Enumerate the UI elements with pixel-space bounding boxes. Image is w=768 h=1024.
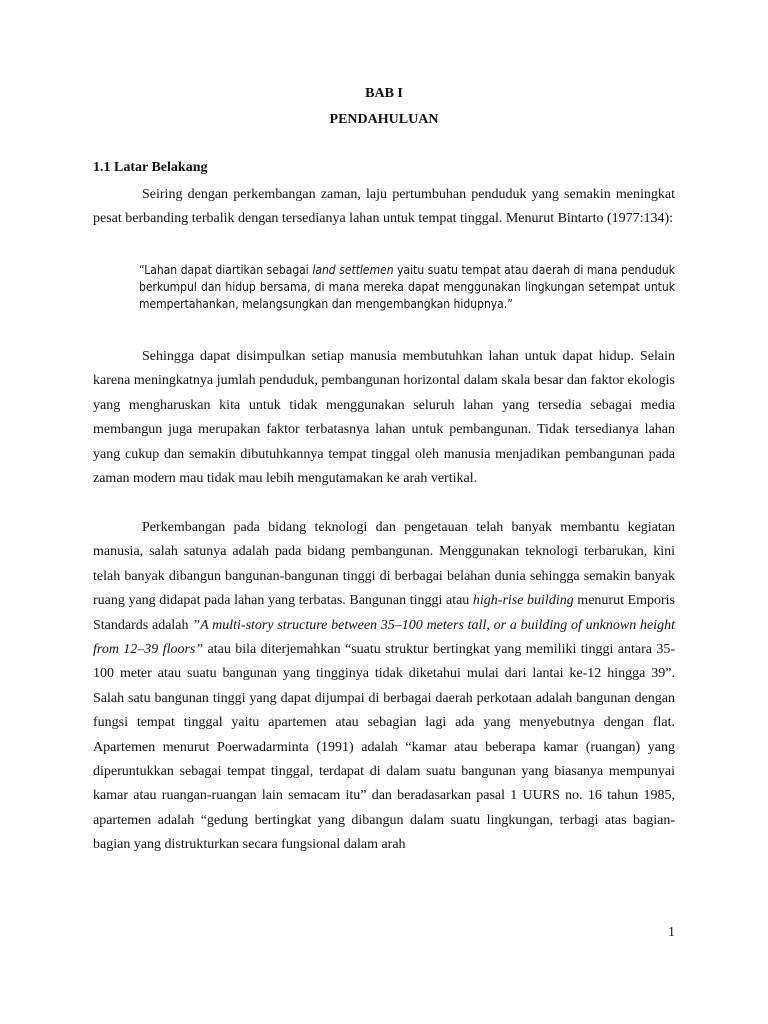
paragraph-conclusion: Sehingga dapat disimpulkan setiap manusia membutuhkan lahan untuk dapat hidup. Selain karena meningkatnya jumlah penduduk, pembangunan horizontal dalam skala besar dan faktor ekologis yang mengharuskan kita untuk tidak menggunakan seluruh lahan yang tersedia sebagai media membangun juga merupakan faktor terbatasnya lahan untuk pembangunan. Tidak tersedianya lahan yang cukup dan semakin dibutuhkannya tempat tinggal oleh manusia menjadikan pembangunan pada zaman modern mau tidak mau lebih mengutamakan ke arah vertikal. — [93, 349, 675, 487]
block-quote — [139, 262, 675, 313]
english-definition: ”A multi-story structure between 35–100 meters tall, or a building of unknown height from 12–39 floors” — [93, 617, 675, 658]
page-number: 1 — [668, 925, 675, 940]
paragraph-technology — [93, 516, 675, 858]
section-heading: 1.1 Latar Belakang — [93, 160, 208, 175]
paragraph-text: menurut Emporis Standards adalah — [93, 593, 675, 633]
quote-text-after: yaitu suatu tempat atau daerah di mana penduduk berkumpul dan hidup bersama, di mana mereka dapat menggunakan lingkungan setempat untuk mempertahankan, melangsungkan dan mengembangkan hidupnya.” — [139, 263, 676, 311]
chapter-label: BAB I — [365, 86, 403, 101]
paragraph-text: atau bila diterjemahkan “suatu struktur bertingkat yang memiliki tinggi antara 35-100 meter atau suatu bangunan yang tingginya tidak diketahui mulai dari lantai ke-12 hingga 39”. Salah satu bangunan tinggi yang dapat dijumpai di berbagai daerah perkotaan adalah bangunan dengan fungsi tempat tinggal yaitu apartemen atau sebagian lagi ada yang menyebutnya dengan flat. Apartemen menurut Poerwadarminta (1991) adalah “kamar atau beberapa kamar (ruangan) yang diperuntukkan sebagai tempat tinggal, terdapat di dalam suatu bangunan yang biasanya mempunyai kamar atau ruangan-ruangan lain semacam itu” dan beradasarkan pasal 1 UURS no. 16 tahun 1985, apartemen adalah “gedung bertingkat yang dibangun dalam suatu lingkungan, terbagi atas bagian-bagian yang distrukturkan secara fungsional dalam arah — [93, 642, 675, 853]
paragraph-text: Perkembangan pada bidang teknologi dan pengetauan telah banyak membantu kegiatan manusia, salah satunya adalah pada bidang pembangunan. Menggunakan teknologi terbarukan, kini telah banyak dibangun bangunan-bangunan tinggi di berbagai belahan dunia sehingga semakin banyak ruang yang didapat pada lahan yang terbatas. Bangunan tinggi atau — [93, 520, 675, 609]
quote-term: land settlemen — [312, 263, 394, 277]
quote-text-before: “Lahan dapat diartikan sebagai — [139, 263, 313, 277]
english-term: high-rise building — [472, 593, 574, 609]
paragraph-intro: Seiring dengan perkembangan zaman, laju pertumbuhan penduduk yang semakin meningkat pesat berbanding terbalik dengan tersedianya lahan untuk tempat tinggal. Menurut Bintarto (1977:134): — [93, 187, 675, 227]
chapter-title: PENDAHULUAN — [329, 112, 439, 127]
